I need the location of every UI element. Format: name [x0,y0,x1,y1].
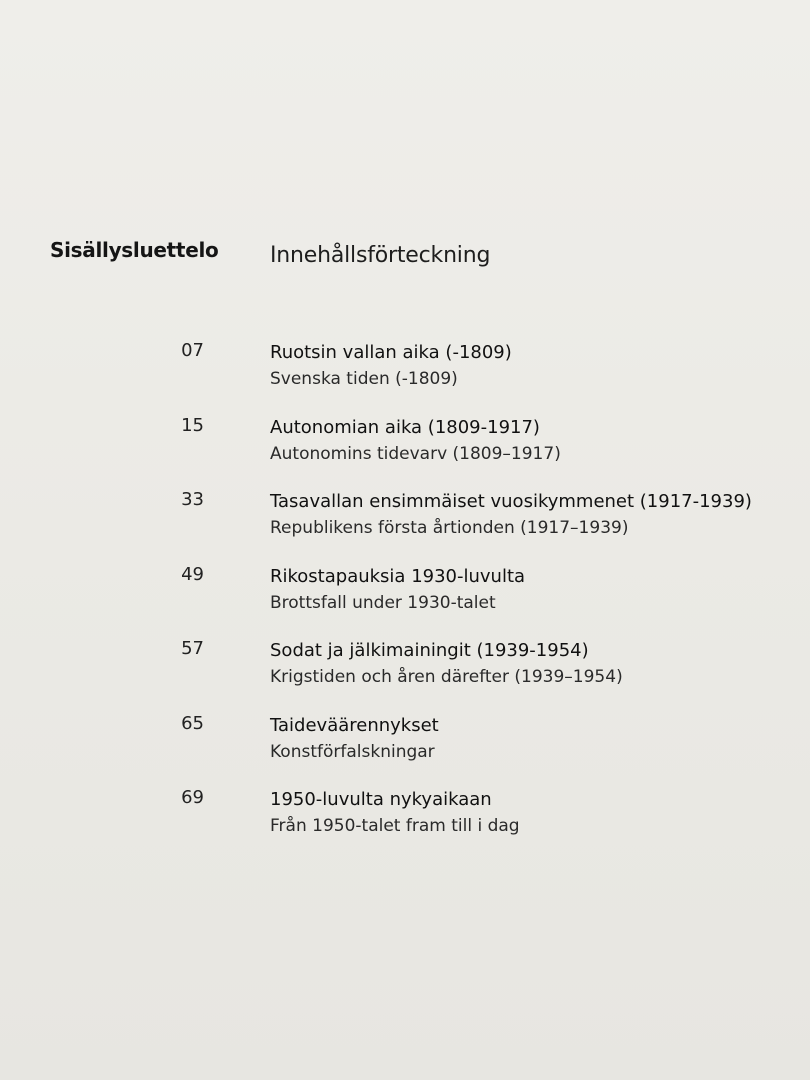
page-number: 69 [181,787,204,808]
table-of-contents [0,340,810,862]
chapter-title-swedish: Autonomins tidevarv (1809–1917) [270,443,561,464]
chapter-title-finnish: Ruotsin vallan aika (-1809) [270,342,512,363]
page-number: 07 [181,340,204,361]
page-number: 33 [181,489,204,510]
chapter-title-swedish: Republikens första årtionden (1917–1939) [270,518,629,538]
page-number: 15 [181,414,204,436]
chapter-title-finnish: Sodat ja jälkimainingit (1939-1954) [270,640,589,661]
page-number: 65 [181,712,204,734]
toc-entry [0,638,810,713]
toc-entry [0,489,810,564]
chapter-title-swedish: Krigstiden och åren därefter (1939–1954) [270,667,623,687]
page-number: 57 [181,638,204,659]
chapter-title-finnish: Rikostapauksia 1930-luvulta [270,565,526,587]
toc-entry [0,713,810,788]
chapter-title-swedish: Konstförfalskningar [270,741,435,762]
chapter-title-swedish: Brottsfall under 1930-talet [270,592,496,613]
heading-swedish: Innehållsförteckning [270,243,491,268]
chapter-title-swedish: Svenska tiden (-1809) [270,369,458,389]
chapter-title-swedish: Från 1950-talet fram till i dag [270,816,520,836]
chapter-title-finnish: 1950-luvulta nykyaikaan [270,789,492,810]
toc-entry [0,564,810,639]
chapter-title-finnish: Autonomian aika (1809-1917) [270,416,540,438]
toc-entry [0,787,810,862]
chapter-title-finnish: Tasavallan ensimmäiset vuosikymmenet (1917-1939) [270,491,752,512]
chapter-title-finnish: Taideväärennykset [270,714,439,736]
heading-finnish: Sisällysluettelo [50,238,219,262]
toc-entry [0,415,810,490]
page-number: 49 [181,563,204,585]
toc-entry [0,340,810,415]
